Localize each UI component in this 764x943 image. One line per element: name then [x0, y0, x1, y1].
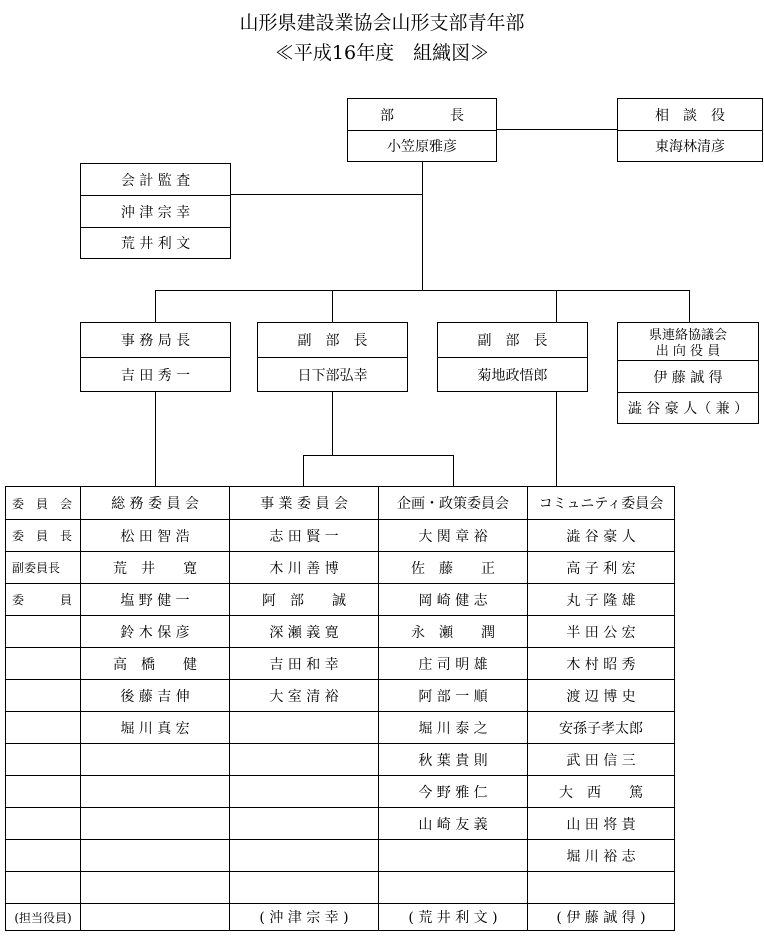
auditor-role: 会 計 監 査 — [120, 172, 191, 189]
committee-column-community — [527, 486, 675, 931]
committee-member: 山 崎 友 義 — [379, 807, 527, 839]
committee-member: 今 野 雅 仁 — [379, 775, 527, 807]
auditor-name-2: 荒 井 利 文 — [81, 227, 230, 258]
head-down-line — [422, 161, 423, 290]
auditor-name-1: 沖 津 宗 幸 — [81, 195, 230, 227]
label-vice-chair: 副委員長 — [6, 551, 80, 583]
label-empty-row — [6, 711, 80, 743]
committee-empty-row — [81, 775, 229, 807]
committee-empty-row — [230, 839, 378, 871]
committee-member: 塩 野 健 一 — [81, 583, 229, 615]
committee-header: コミュニティ委員会 — [538, 496, 664, 512]
committee-member: 佐 藤 正 — [379, 551, 527, 583]
committee-header: 企画・政策委員会 — [397, 496, 509, 512]
committee-member: 大 室 清 裕 — [230, 679, 378, 711]
committee-member: 高 橋 健 — [81, 647, 229, 679]
committee-member: 永 瀬 潤 — [379, 615, 527, 647]
secretary-box — [80, 322, 231, 392]
committee-empty-row — [230, 871, 378, 903]
committee-empty-row — [230, 807, 378, 839]
vice1-split-line — [303, 455, 454, 456]
label-empty-row — [6, 807, 80, 839]
committee-member: 安孫子孝太郎 — [528, 711, 674, 743]
label-empty-row — [6, 743, 80, 775]
committee-member: 岡 崎 健 志 — [379, 583, 527, 615]
committee-header: 総 務 委 員 会 — [111, 496, 199, 512]
committee-column-general-affairs — [80, 486, 230, 931]
committee-member: 鈴 木 保 彦 — [81, 615, 229, 647]
committee-footer: ( 荒 井 利 文 ) — [379, 903, 527, 930]
committee-member: 木 川 善 博 — [230, 551, 378, 583]
secretary-down-line — [155, 391, 156, 486]
committee-column-planning-policy — [378, 486, 528, 931]
advisor-box — [617, 98, 763, 162]
committee-member: 後 藤 吉 伸 — [81, 679, 229, 711]
committee-empty-row — [81, 807, 229, 839]
vice-head-1-box — [257, 322, 408, 392]
committee-member: 庄 司 明 雄 — [379, 647, 527, 679]
liaison-name-1: 伊 藤 誠 得 — [618, 360, 758, 392]
committee-member: 志 田 賢 一 — [230, 519, 378, 551]
committee-member: 堀 川 真 宏 — [81, 711, 229, 743]
committee-footer — [81, 903, 229, 930]
committee-member: 山 田 将 貴 — [528, 807, 674, 839]
committee-member: 阿 部 誠 — [230, 583, 378, 615]
committee-header: 事 業 委 員 会 — [260, 496, 348, 512]
committee-empty-row — [379, 839, 527, 871]
branch-horizontal-line — [155, 290, 689, 291]
committee-member: 堀 川 泰 之 — [379, 711, 527, 743]
committee-empty-row — [230, 775, 378, 807]
label-empty-row — [6, 871, 80, 903]
committee-member: 深 瀬 義 寛 — [230, 615, 378, 647]
committee-empty-row — [81, 871, 229, 903]
committee-member: 半 田 公 宏 — [528, 615, 674, 647]
committee-member: 阿 部 一 順 — [379, 679, 527, 711]
head-name: 小笠原雅彦 — [348, 130, 496, 161]
auditor-box — [80, 163, 231, 259]
advisor-role: 相 談 役 — [655, 107, 725, 124]
vice-head-1-role: 副 部 長 — [297, 333, 368, 349]
label-chair: 委 員 長 — [6, 519, 80, 551]
committee-member: 荒 井 寛 — [81, 551, 229, 583]
vice-head-2-role: 副 部 長 — [477, 333, 548, 349]
branch-liaison-line — [689, 290, 690, 323]
label-empty-row — [6, 775, 80, 807]
committee-member: 堀 川 裕 志 — [528, 839, 674, 871]
committee-member: 武 田 信 三 — [528, 743, 674, 775]
head-role: 部 長 — [380, 107, 464, 124]
committee-empty-row — [379, 871, 527, 903]
vice1-right-drop — [453, 455, 454, 486]
committee-member: 松 田 智 浩 — [81, 519, 229, 551]
label-empty-row — [6, 615, 80, 647]
committee-member: 高 子 利 宏 — [528, 551, 674, 583]
label-footer: (担当役員) — [6, 903, 80, 930]
vice-head-1-name: 日下部弘幸 — [258, 357, 407, 391]
committee-table — [5, 486, 675, 931]
committee-member: 木 村 昭 秀 — [528, 647, 674, 679]
head-box — [347, 98, 497, 162]
auditor-line — [231, 194, 422, 195]
branch-vice1-line — [332, 290, 333, 323]
vice1-left-drop — [303, 455, 304, 486]
committee-member: 丸 子 隆 雄 — [528, 583, 674, 615]
secretary-role: 事 務 局 長 — [120, 333, 191, 349]
page-title: 山形県建設業協会山形支部青年部 — [239, 12, 525, 34]
branch-secretary-line — [155, 290, 156, 323]
vice-head-2-name: 菊地政悟郎 — [438, 357, 587, 391]
head-advisor-line — [496, 129, 617, 130]
committee-member: 大 西 篤 — [528, 775, 674, 807]
committee-member: 澁 谷 豪 人 — [528, 519, 674, 551]
committee-member: 秋 葉 貴 則 — [379, 743, 527, 775]
committee-footer: ( 沖 津 宗 幸 ) — [230, 903, 378, 930]
vice-head-2-box — [437, 322, 588, 392]
vice1-down-line — [332, 391, 333, 456]
page-subtitle: ≪平成16年度 組織図≫ — [274, 42, 490, 64]
liaison-role-line1: 県連絡協議会 — [648, 328, 727, 343]
label-empty-row — [6, 647, 80, 679]
label-empty-row — [6, 679, 80, 711]
committee-empty-row — [230, 743, 378, 775]
committee-member: 吉 田 和 幸 — [230, 647, 378, 679]
advisor-name: 東海林清彦 — [618, 130, 762, 161]
label-column — [5, 486, 81, 931]
committee-member: 渡 辺 博 史 — [528, 679, 674, 711]
liaison-name-2: 澁 谷 豪 人（ 兼 ） — [618, 392, 758, 423]
label-member: 委 員 — [6, 583, 80, 615]
committee-empty-row — [81, 839, 229, 871]
committee-empty-row — [528, 871, 674, 903]
vice2-down-line — [556, 391, 557, 486]
liaison-box — [617, 322, 759, 424]
liaison-role-line2: 出 向 役 員 — [655, 344, 721, 359]
label-header: 委 員 会 — [12, 496, 73, 511]
committee-member: 大 関 章 裕 — [379, 519, 527, 551]
committee-empty-row — [230, 711, 378, 743]
label-empty-row — [6, 839, 80, 871]
committee-footer: ( 伊 藤 誠 得 ) — [528, 903, 674, 930]
secretary-name: 吉 田 秀 一 — [81, 357, 230, 391]
branch-vice2-line — [556, 290, 557, 323]
committee-empty-row — [81, 743, 229, 775]
committee-column-business — [229, 486, 379, 931]
